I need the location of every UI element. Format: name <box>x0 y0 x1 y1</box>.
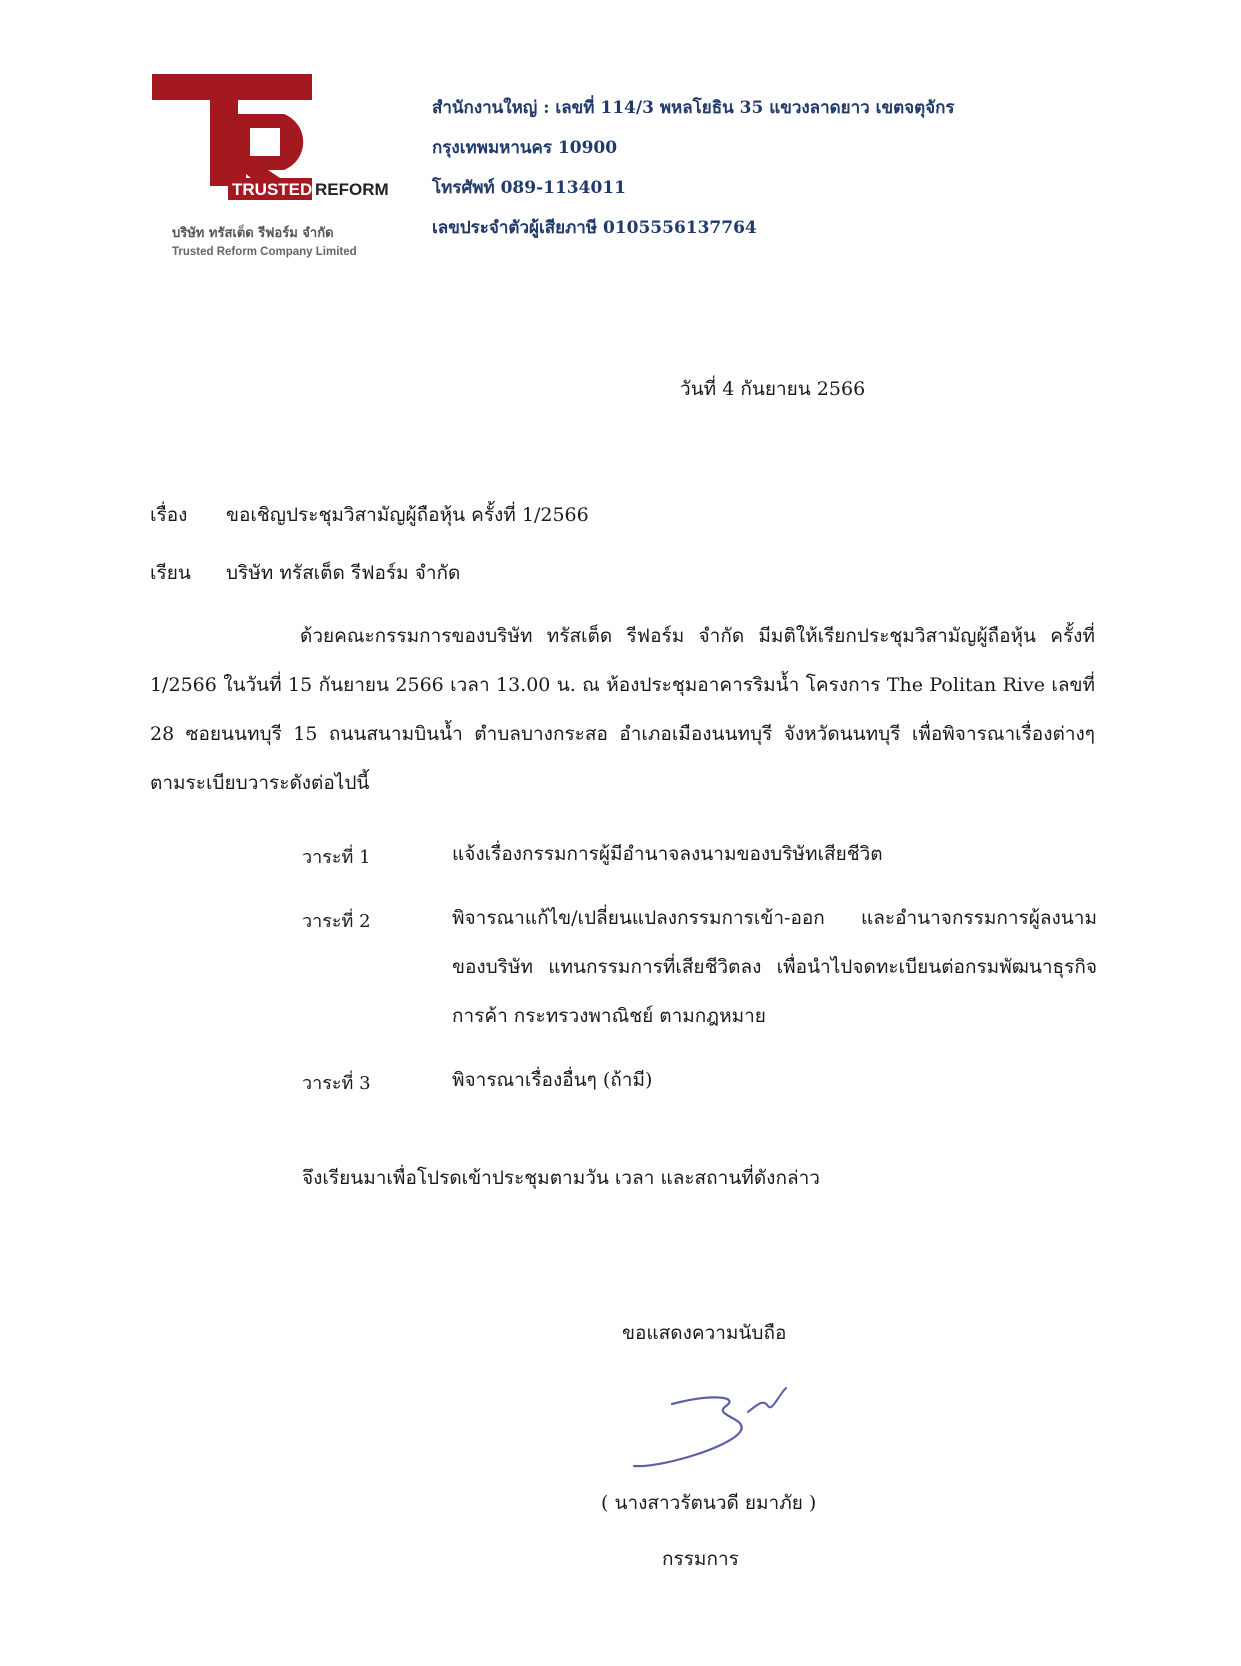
tr-logo-mark <box>152 74 392 222</box>
logo-wordmark-left: TRUSTED <box>232 180 313 199</box>
subject-label: เรื่อง <box>150 504 188 526</box>
body-paragraph <box>150 612 1095 808</box>
company-logo <box>152 74 392 264</box>
agenda-1-text: แจ้งเรื่องกรรมการผู้มีอำนาจลงนามของบริษัทเสียชีวิต <box>452 843 883 865</box>
closing-sentence: จึงเรียนมาเพื่อโปรดเข้าประชุมตามวัน เวลา และสถานที่ดังกล่าว <box>302 1167 820 1189</box>
signer-position: กรรมการ <box>662 1548 739 1570</box>
agenda-2-text: พิจารณาแก้ไข/เปลี่ยนแปลงกรรมการเข้า-ออก และอำนาจกรรมการผู้ลงนามของบริษัท แทนกรรมการที่เสียชีวิตลง เพื่อนำไปจดทะเบียนต่อกรมพัฒนาธุรกิจการค้า กระทรวงพาณิชย์ ตามกฎหมาย <box>452 907 1097 1027</box>
agenda-1-label: วาระที่ 1 <box>302 847 371 868</box>
logo-wordmark-right: REFORM <box>315 180 389 199</box>
logo-thai-name: บริษัท ทรัสเต็ด รีฟอร์ม จำกัด <box>172 226 334 241</box>
agenda-2-label: วาระที่ 2 <box>302 911 371 932</box>
recipient-label: เรียน <box>150 562 191 584</box>
letter-date: วันที่ 4 กันยายน 2566 <box>680 378 866 400</box>
letterhead-address <box>432 88 955 248</box>
logo-english-name: Trusted Reform Company Limited <box>172 246 357 258</box>
letterhead-line-taxid: เลขประจำตัวผู้เสียภาษี 0105556137764 <box>432 218 757 238</box>
letterhead-line-address: สำนักงานใหญ่ : เลขที่ 114/3 พหลโยธิน 35 แขวงลาดยาว เขตจตุจักร <box>432 98 955 118</box>
letterhead-line-phone: โทรศัพท์ 089-1134011 <box>432 178 626 198</box>
letterhead-line-city: กรุงเทพมหานคร 10900 <box>432 138 618 158</box>
agenda-3-text: พิจารณาเรื่องอื่นๆ (ถ้ามี) <box>452 1069 653 1091</box>
subject-text: ขอเชิญประชุมวิสามัญผู้ถือหุ้น ครั้งที่ 1/2566 <box>226 504 589 526</box>
agenda-3-label: วาระที่ 3 <box>302 1073 371 1094</box>
recipient-text: บริษัท ทรัสเต็ด รีฟอร์ม จำกัด <box>226 562 461 584</box>
body-text: ด้วยคณะกรรมการของบริษัท ทรัสเต็ด รีฟอร์ม จำกัด มีมติให้เรียกประชุมวิสามัญผู้ถือหุ้น ครั้งที่ 1/2566 ในวันที่ 15 กันยายน 2566 เวลา 13.00 น. ณ ห้องประชุมอาคารริมน้ำ โครงการ The Politan Rive เลขที่ 28 ซอยนนทบุรี 15 ถนนสนามบินน้ำ ตำบลบางกระสอ อำเภอเมืองนนทบุรี จังหวัดนนทบุรี เพื่อพิจารณาเรื่องต่างๆ ตามระเบียบวาระดังต่อไปนี้ <box>150 625 1095 794</box>
regards-text: ขอแสดงความนับถือ <box>622 1322 787 1344</box>
handwritten-signature <box>600 1382 840 1472</box>
signer-name: ( นางสาวรัตนวดี ยมาภัย ) <box>601 1492 817 1514</box>
